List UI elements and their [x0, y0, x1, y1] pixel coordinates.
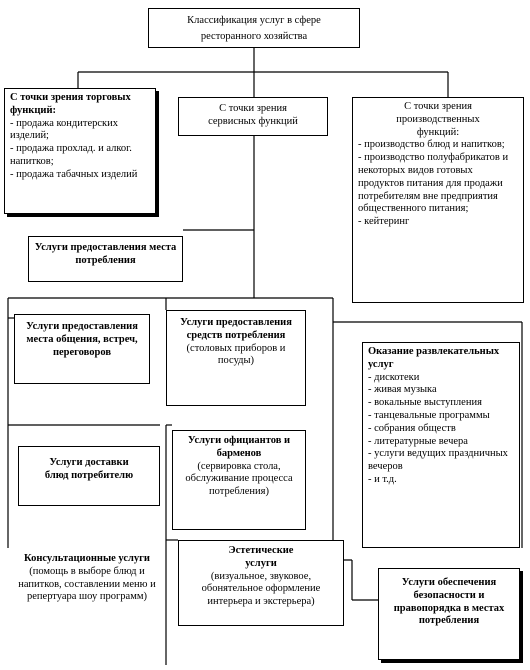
security-title: Услуги обеспечения безопасности и правопорядка в местах потребления: [393, 577, 505, 627]
trade-item-3: - продажа табачных изделий: [10, 168, 138, 180]
waiters-box: [172, 430, 306, 530]
production-item-1: - производство блюд и напитков;: [358, 139, 505, 151]
entertainment-item-5: - собрания обществ: [368, 422, 456, 434]
means-box: [166, 310, 306, 406]
consulting-note: (помощь в выборе блюд и напитков, составлении меню и репертуара шоу программ): [18, 565, 156, 603]
production-functions-box: [352, 97, 524, 303]
trade-functions-box: [4, 88, 156, 214]
aesthetic-box: [178, 540, 344, 626]
waiters-title: Услуги официантов и барменов: [187, 435, 291, 459]
trade-functions-title: С точки зрения торговых функций:: [10, 92, 131, 116]
aesthetic-note: (визуальное, звуковое, обонятельное оформление интерьера и экстерьера): [201, 570, 321, 608]
production-item-3: - кейтеринг: [358, 216, 410, 228]
entertainment-item-4: - танцевальные программы: [368, 409, 490, 421]
entertainment-item-7: - услуги ведущих праздничных вечеров: [368, 448, 508, 473]
place-box: [28, 236, 183, 282]
waiters-note: (сервировка стола, обслуживание процесса потребления): [185, 460, 293, 498]
entertainment-title: Оказание развлекательных услуг: [368, 346, 500, 370]
trade-item-1: - продажа кондитерских изделий;: [10, 117, 119, 142]
trade-item-2: - продажа прохлад. и алког. напитков;: [10, 143, 132, 167]
place-title: Услуги предоставления места потребления: [34, 242, 177, 266]
root-box: [148, 8, 360, 48]
root-title-line2: ресторанного хозяйства: [200, 30, 308, 42]
delivery-box: [18, 446, 160, 506]
root-title-line1: Классификация услуг в сфере: [187, 15, 321, 26]
entertainment-box: [362, 342, 520, 548]
meeting-box: [14, 314, 150, 384]
consulting-title: Консультационные услуги: [24, 553, 150, 564]
aesthetic-title: Эстетические услуги: [228, 545, 294, 569]
consulting-box: [12, 550, 162, 664]
security-box: [378, 568, 520, 660]
means-title: Услуги предоставления средств потребления: [180, 317, 292, 341]
entertainment-item-8: - и т.д.: [368, 473, 397, 485]
service-functions-title: С точки зрения сервисных функций: [208, 103, 298, 127]
service-functions-box: [178, 97, 328, 136]
entertainment-item-6: - литературные вечера: [368, 435, 468, 447]
entertainment-item-3: - вокальные выступления: [368, 397, 482, 409]
entertainment-item-1: - дискотеки: [368, 371, 420, 383]
delivery-title: Услуги доставки блюд потребителю: [44, 457, 134, 481]
production-item-2: - производство полуфабрикатов и некоторых видов готовых продуктов питания для продажи потребителям вне предприятия общественного питания;: [358, 152, 509, 215]
production-functions-title: С точки зрения производственных функций:: [396, 101, 480, 138]
means-note: (столовых приборов и посуды): [186, 342, 286, 367]
meeting-title: Услуги предоставления места общения, встреч, переговоров: [26, 321, 138, 358]
entertainment-item-2: - живая музыка: [368, 384, 437, 396]
